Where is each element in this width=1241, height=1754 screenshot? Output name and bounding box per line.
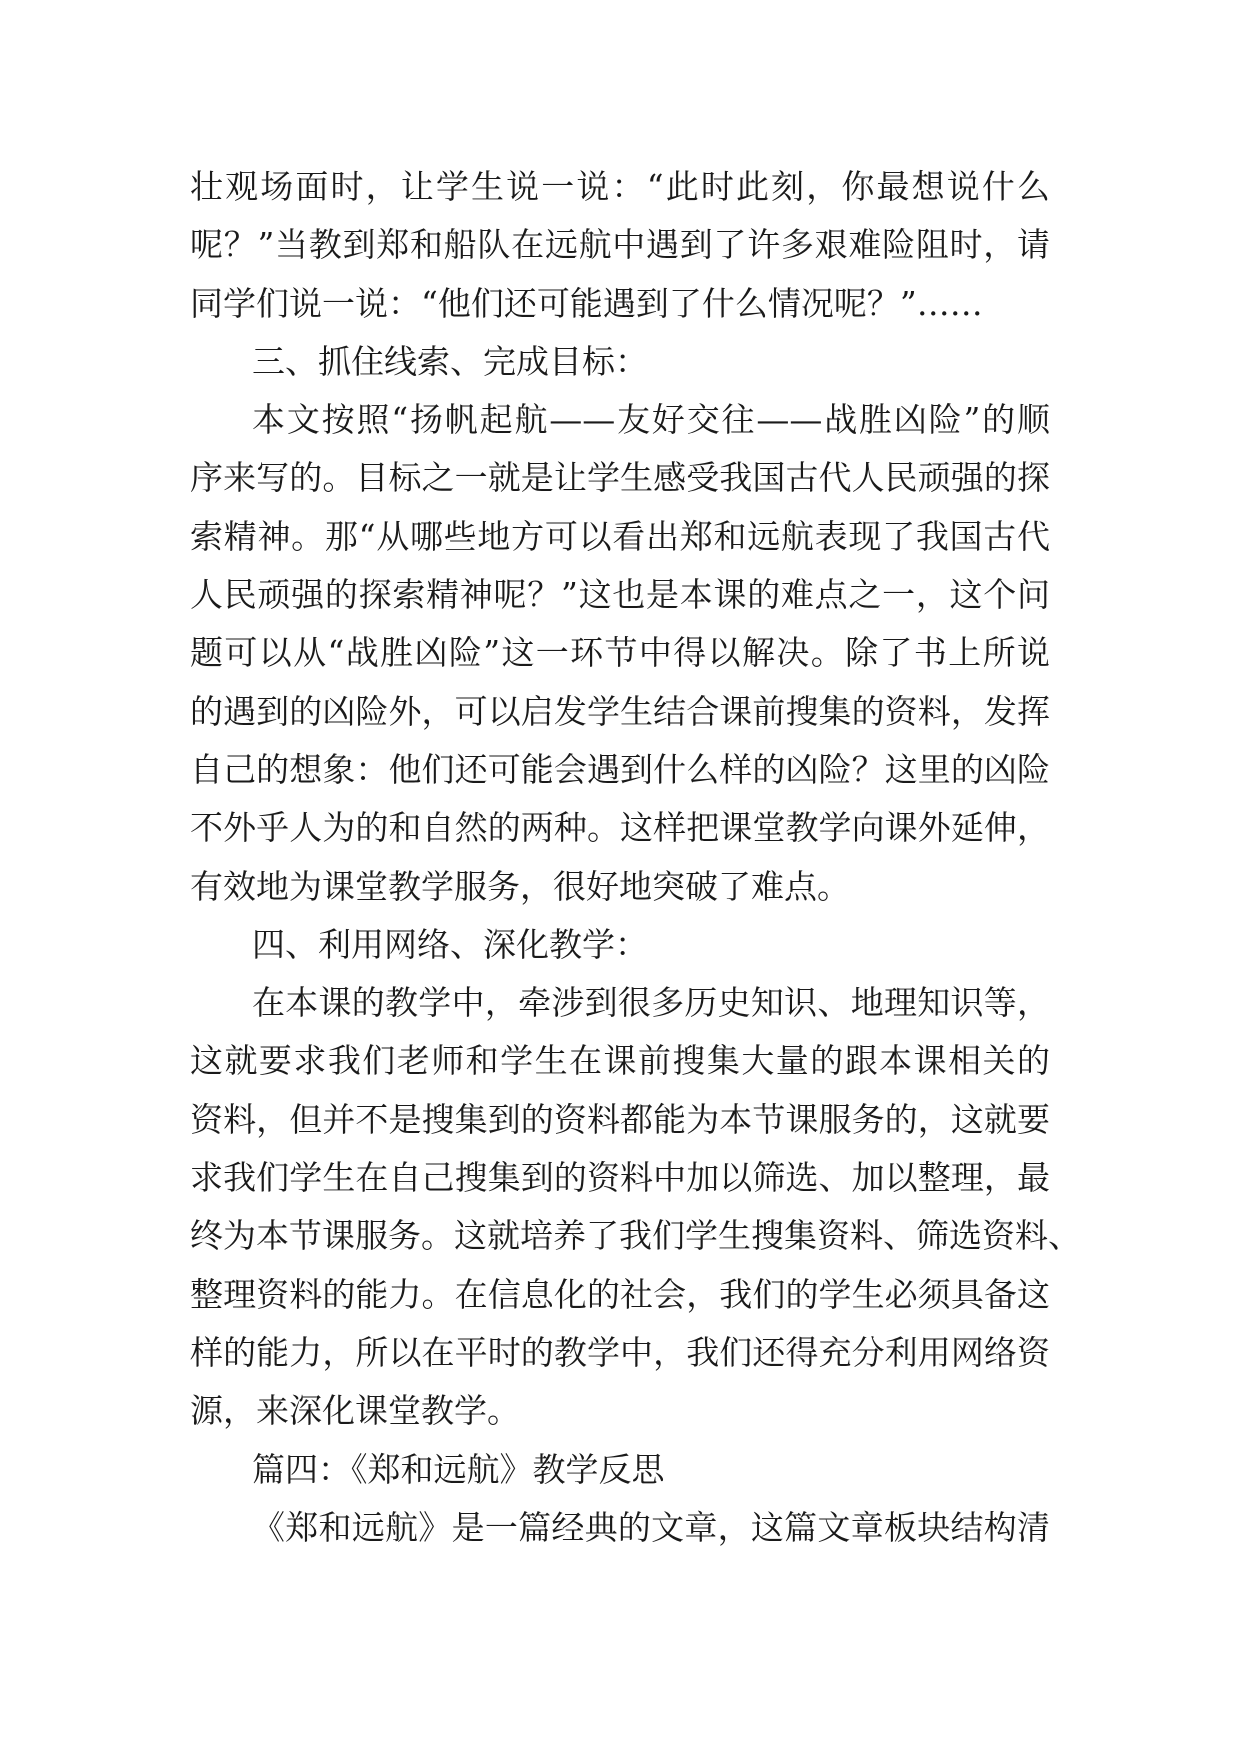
text-line: 自己的想象：他们还可能会遇到什么样的凶险？这里的凶险 xyxy=(190,749,1050,789)
document-body xyxy=(190,158,1081,1557)
text-line: 壮观场面时，让学生说一说：“此时此刻，你最想说什么 xyxy=(190,167,1050,206)
text-line: 题可以从“战胜凶险”这一环节中得以解决。除了书上所说 xyxy=(190,633,1050,673)
text-line: 求我们学生在自己搜集到的资料中加以筛选、加以整理，最 xyxy=(190,1158,1050,1198)
text-line: 源，来深化课堂教学。 xyxy=(190,1391,520,1431)
text-line: 在本课的教学中，牵涉到很多历史知识、地理知识等， xyxy=(252,983,1050,1023)
section-heading: 三、抓住线索、完成目标： xyxy=(252,341,648,381)
text-line: 呢？”当教到郑和船队在远航中遇到了许多艰难险阻时，请 xyxy=(190,225,1050,265)
text-line: 有效地为课堂教学服务，很好地突破了难点。 xyxy=(190,866,850,906)
text-line: 同学们说一说：“他们还可能遇到了什么情况呢？”…… xyxy=(190,283,983,323)
text-line: 人民顽强的探索精神呢？”这也是本课的难点之一，这个问 xyxy=(190,575,1050,615)
text-line: 的遇到的凶险外，可以启发学生结合课前搜集的资料，发挥 xyxy=(190,691,1050,731)
text-line: 《郑和远航》是一篇经典的文章，这篇文章板块结构清 xyxy=(252,1507,1050,1547)
text-line: 本文按照“扬帆起航——友好交往——战胜凶险”的顺 xyxy=(252,400,1050,440)
text-line: 样的能力，所以在平时的教学中，我们还得充分利用网络资 xyxy=(190,1332,1050,1372)
text-line: 不外乎人为的和自然的两种。这样把课堂教学向课外延伸， xyxy=(190,808,1050,848)
section-heading: 四、利用网络、深化教学： xyxy=(252,924,648,964)
text-line: 终为本节课服务。这就培养了我们学生搜集资料、筛选资料、 xyxy=(190,1216,1081,1256)
text-line: 资料，但并不是搜集到的资料都能为本节课服务的，这就要 xyxy=(190,1099,1050,1139)
text-line: 这就要求我们老师和学生在课前搜集大量的跟本课相关的 xyxy=(190,1041,1050,1081)
text-line: 索精神。那“从哪些地方可以看出郑和远航表现了我国古代 xyxy=(190,516,1050,556)
text-line: 整理资料的能力。在信息化的社会，我们的学生必须具备这 xyxy=(190,1274,1050,1314)
text-line: 序来写的。目标之一就是让学生感受我国古代人民顽强的探 xyxy=(190,458,1050,498)
section-heading: 篇四：《郑和远航》教学反思 xyxy=(252,1449,665,1489)
